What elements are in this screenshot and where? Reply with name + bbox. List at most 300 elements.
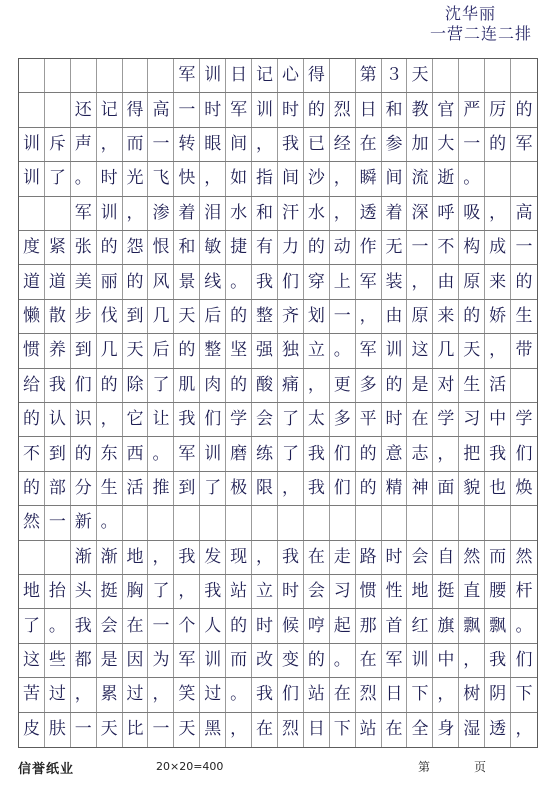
- grid-cell: 记: [252, 59, 278, 92]
- grid-cell: 的: [304, 231, 330, 264]
- grid-cell: 和: [174, 231, 200, 264]
- grid-cell: [511, 59, 537, 92]
- grid-cell: 整: [252, 300, 278, 333]
- grid-cell: 透: [356, 197, 382, 230]
- grid-cell: 那: [356, 609, 382, 642]
- grid-cell: 逝: [433, 162, 459, 195]
- grid-cell: 一: [330, 300, 356, 333]
- grid-cell: ，: [97, 403, 123, 436]
- grid-cell: 天: [123, 334, 149, 367]
- grid-cell: 无: [382, 231, 408, 264]
- grid-cell: 。: [148, 437, 174, 470]
- grid-cell: 的: [356, 437, 382, 470]
- grid-cell: 神: [407, 472, 433, 505]
- grid-cell: 一: [148, 609, 174, 642]
- grid-cell: 对: [433, 369, 459, 402]
- grid-cell: 我: [200, 575, 226, 608]
- grid-cell: 自: [433, 541, 459, 574]
- grid-cell: 它: [123, 403, 149, 436]
- grid-cell: ，: [123, 197, 149, 230]
- grid-cell: 下: [515, 684, 533, 705]
- grid-cell: 训: [19, 128, 45, 161]
- grid-cell: ，: [407, 265, 433, 298]
- grid-cell: 立: [304, 334, 330, 367]
- grid-cell: 除: [123, 369, 149, 402]
- grid-cell: 限: [252, 472, 278, 505]
- grid-cell: [19, 93, 45, 126]
- grid-cell: 识: [71, 403, 97, 436]
- grid-cell: 美: [71, 265, 97, 298]
- grid-cell: 齐: [278, 300, 304, 333]
- grid-cell: [19, 59, 45, 92]
- grid-cell: [407, 506, 433, 539]
- grid-cell: 训: [200, 644, 226, 677]
- grid-cell: 烈: [330, 93, 356, 126]
- grid-cell: 来: [485, 265, 511, 298]
- grid-cell: 了: [45, 162, 71, 195]
- grid-cell: 肌: [174, 369, 200, 402]
- grid-cell: 线: [200, 265, 226, 298]
- grid-cell: 们: [515, 443, 533, 464]
- grid-cell: 变: [278, 644, 304, 677]
- grid-cell: 风: [148, 265, 174, 298]
- grid-cell: 一: [515, 237, 533, 258]
- grid-cell: 得: [123, 93, 149, 126]
- grid-cell: 的: [356, 472, 382, 505]
- grid-cell: ，: [148, 541, 174, 574]
- grid-cell: 时: [252, 609, 278, 642]
- grid-cell: 在: [304, 541, 330, 574]
- grid-row: [19, 609, 537, 643]
- grid-cell: 训: [19, 162, 45, 195]
- grid-cell: 学: [433, 403, 459, 436]
- grid-cell: 军: [174, 437, 200, 470]
- grid-cell: 的: [485, 128, 511, 161]
- grid-cell: 生: [515, 305, 533, 326]
- grid-cell: 烈: [356, 678, 382, 711]
- grid-row: [19, 437, 537, 471]
- grid-cell: 捷: [226, 231, 252, 264]
- grid-cell: 红: [407, 609, 433, 642]
- grid-cell: 流: [407, 162, 433, 195]
- grid-cell: 汗: [278, 197, 304, 230]
- grid-cell: 首: [382, 609, 408, 642]
- grid-cell: 军: [71, 197, 97, 230]
- student-signature: [430, 4, 532, 44]
- grid-row: [19, 506, 537, 540]
- paper-footer: [18, 756, 538, 780]
- grid-cell: 日: [382, 678, 408, 711]
- grid-cell: 训: [200, 59, 226, 92]
- grid-cell: 我: [485, 644, 511, 677]
- grid-cell: 起: [330, 609, 356, 642]
- grid-cell: 皮: [19, 713, 45, 747]
- grid-cell: 作: [356, 231, 382, 264]
- grid-cell: 肉: [200, 369, 226, 402]
- grid-cell: 时: [278, 575, 304, 608]
- grid-cell: 记: [97, 93, 123, 126]
- grid-cell: 挺: [433, 575, 459, 608]
- grid-cell: 一: [45, 506, 71, 539]
- grid-cell: 到: [174, 472, 200, 505]
- grid-cell: 军: [226, 93, 252, 126]
- grid-cell: [45, 59, 71, 92]
- grid-cell: 指: [252, 162, 278, 195]
- grid-row: [19, 713, 537, 747]
- grid-cell: [19, 541, 45, 574]
- grid-cell: 一: [71, 713, 97, 747]
- grid-cell: 第: [356, 59, 382, 92]
- grid-cell: 痛: [278, 369, 304, 402]
- grid-cell: 这: [407, 334, 433, 367]
- grid-cell: 天: [97, 713, 123, 747]
- grid-cell: 渗: [148, 197, 174, 230]
- grid-cell: 练: [252, 437, 278, 470]
- grid-cell: 飘: [459, 609, 485, 642]
- grid-cell: 习: [459, 403, 485, 436]
- grid-cell: 和: [252, 197, 278, 230]
- grid-cell: 们: [71, 369, 97, 402]
- grid-cell: 天: [174, 300, 200, 333]
- grid-cell: 一: [148, 713, 174, 747]
- grid-cell: 生: [97, 472, 123, 505]
- grid-cell: 眼: [200, 128, 226, 161]
- grid-cell: [485, 59, 511, 92]
- grid-cell: 穿: [304, 265, 330, 298]
- grid-cell: 们: [330, 437, 356, 470]
- grid-cell: [123, 59, 149, 92]
- grid-cell: 天: [174, 713, 200, 747]
- grid-cell: [330, 59, 356, 92]
- grid-cell: 到: [71, 334, 97, 367]
- grid-cell: [252, 506, 278, 539]
- grid-cell: 我: [304, 472, 330, 505]
- grid-cell: 西: [123, 437, 149, 470]
- grid-cell: ，: [226, 713, 252, 747]
- grid-cell: ，: [174, 575, 200, 608]
- grid-cell: 肤: [45, 713, 71, 747]
- grid-cell: 道: [45, 265, 71, 298]
- grid-cell: 苦: [19, 678, 45, 711]
- grid-cell: ，: [330, 162, 356, 195]
- grid-cell: 活: [485, 369, 511, 402]
- grid-cell: 把: [459, 437, 485, 470]
- grid-cell: 精: [382, 472, 408, 505]
- grid-cell: 全: [407, 713, 433, 747]
- grid-cell: 时: [382, 403, 408, 436]
- grid-cell: 我: [252, 265, 278, 298]
- grid-cell: [382, 506, 408, 539]
- grid-cell: 的: [304, 644, 330, 677]
- grid-row: [19, 93, 537, 127]
- grid-spec: 20×20=400: [156, 760, 224, 773]
- grid-cell: 带: [515, 340, 533, 361]
- grid-cell: 上: [330, 265, 356, 298]
- grid-cell: 候: [278, 609, 304, 642]
- grid-cell: 快: [174, 162, 200, 195]
- grid-cell: 。: [459, 162, 485, 195]
- grid-cell: 军: [356, 334, 382, 367]
- grid-cell: 磨: [226, 437, 252, 470]
- grid-cell: 构: [459, 231, 485, 264]
- grid-cell: 多: [330, 403, 356, 436]
- grid-cell: 成: [485, 231, 511, 264]
- grid-cell: ，: [252, 541, 278, 574]
- grid-cell: 新: [71, 506, 97, 539]
- grid-cell: 走: [330, 541, 356, 574]
- grid-cell: 几: [148, 300, 174, 333]
- grid-cell: 飘: [485, 609, 511, 642]
- grid-cell: 的: [97, 231, 123, 264]
- grid-cell: 都: [71, 644, 97, 677]
- grid-cell: 整: [200, 334, 226, 367]
- grid-cell: 时: [278, 93, 304, 126]
- page-label-right: 页: [474, 760, 487, 774]
- grid-cell: 我: [71, 609, 97, 642]
- grid-cell: [433, 59, 459, 92]
- grid-cell: 在: [123, 609, 149, 642]
- grid-cell: 人: [200, 609, 226, 642]
- grid-cell: 严: [459, 93, 485, 126]
- grid-row: [19, 300, 537, 334]
- grid-cell: 比: [123, 713, 149, 747]
- grid-cell: ３: [382, 59, 408, 92]
- grid-cell: 一: [148, 128, 174, 161]
- grid-cell: 因: [123, 644, 149, 677]
- grid-cell: [433, 506, 459, 539]
- grid-cell: 让: [148, 403, 174, 436]
- grid-cell: 酸: [252, 369, 278, 402]
- grid-cell: 习: [330, 575, 356, 608]
- grid-cell: ，: [459, 644, 485, 677]
- grid-cell: 的: [304, 93, 330, 126]
- grid-cell: 瞬: [356, 162, 382, 195]
- grid-cell: 在: [407, 403, 433, 436]
- grid-cell: 生: [459, 369, 485, 402]
- grid-cell: 意: [382, 437, 408, 470]
- grid-cell: 改: [252, 644, 278, 677]
- grid-cell: 过: [200, 678, 226, 711]
- grid-cell: 们: [278, 265, 304, 298]
- grid-cell: 路: [356, 541, 382, 574]
- grid-cell: 些: [45, 644, 71, 677]
- grid-cell: 经: [330, 128, 356, 161]
- grid-cell: 恨: [148, 231, 174, 264]
- grid-cell: 坚: [226, 334, 252, 367]
- grid-cell: ，: [485, 197, 511, 230]
- grid-cell: 呼: [433, 197, 459, 230]
- grid-cell: 光: [123, 162, 149, 195]
- grid-cell: 在: [382, 713, 408, 747]
- grid-cell: 不: [433, 231, 459, 264]
- grid-cell: 后: [148, 334, 174, 367]
- grid-cell: [148, 59, 174, 92]
- grid-cell: 会: [407, 541, 433, 574]
- grid-cell: 军: [356, 265, 382, 298]
- grid-cell: 装: [382, 265, 408, 298]
- grid-cell: [511, 162, 537, 195]
- grid-cell: 日: [226, 59, 252, 92]
- grid-cell: 现: [226, 541, 252, 574]
- grid-cell: 是: [97, 644, 123, 677]
- grid-cell: 志: [407, 437, 433, 470]
- grid-cell: 着: [174, 197, 200, 230]
- grid-cell: 中: [433, 644, 459, 677]
- grid-cell: 学: [515, 409, 533, 430]
- grid-cell: 动: [330, 231, 356, 264]
- grid-cell: [278, 506, 304, 539]
- page-label-left: 第: [418, 760, 431, 774]
- grid-cell: 的: [226, 369, 252, 402]
- grid-cell: 认: [45, 403, 71, 436]
- grid-cell: 。: [515, 615, 533, 636]
- grid-cell: ，: [433, 678, 459, 711]
- grid-cell: 立: [252, 575, 278, 608]
- grid-row: [19, 59, 537, 93]
- grid-cell: 几: [97, 334, 123, 367]
- grid-cell: 为: [148, 644, 174, 677]
- grid-cell: 而: [226, 644, 252, 677]
- grid-cell: 透: [485, 713, 511, 747]
- grid-cell: 原: [407, 300, 433, 333]
- grid-cell: 更: [330, 369, 356, 402]
- grid-cell: 们: [278, 678, 304, 711]
- grid-cell: 军: [174, 644, 200, 677]
- grid-cell: 在: [356, 128, 382, 161]
- grid-cell: 多: [356, 369, 382, 402]
- grid-cell: [330, 506, 356, 539]
- grid-cell: [97, 59, 123, 92]
- grid-cell: 大: [433, 128, 459, 161]
- grid-cell: 一: [459, 128, 485, 161]
- grid-row: [19, 575, 537, 609]
- grid-cell: 的: [515, 99, 533, 120]
- grid-cell: 训: [382, 334, 408, 367]
- grid-cell: 我: [278, 541, 304, 574]
- grid-cell: 懒: [19, 300, 45, 333]
- grid-cell: 胸: [123, 575, 149, 608]
- grid-cell: 如: [226, 162, 252, 195]
- grid-cell: 头: [71, 575, 97, 608]
- grid-cell: 由: [382, 300, 408, 333]
- grid-cell: 惯: [356, 575, 382, 608]
- grid-cell: 下: [407, 678, 433, 711]
- grid-cell: 加: [407, 128, 433, 161]
- grid-cell: 到: [123, 300, 149, 333]
- grid-cell: 东: [97, 437, 123, 470]
- grid-cell: 站: [304, 678, 330, 711]
- grid-cell: 的: [19, 472, 45, 505]
- grid-cell: 景: [174, 265, 200, 298]
- grid-cell: [511, 369, 537, 402]
- grid-cell: 来: [433, 300, 459, 333]
- grid-cell: ，: [485, 334, 511, 367]
- grid-cell: 平: [356, 403, 382, 436]
- writing-grid: [19, 59, 537, 747]
- grid-cell: [226, 506, 252, 539]
- grid-cell: 的: [226, 300, 252, 333]
- grid-cell: 哼: [304, 609, 330, 642]
- paper-brand: 信誉纸业: [18, 762, 75, 777]
- grid-cell: 时: [382, 541, 408, 574]
- grid-cell: 然: [19, 506, 45, 539]
- grid-cell: 水: [304, 197, 330, 230]
- grid-cell: 一: [174, 93, 200, 126]
- grid-cell: 的: [123, 265, 149, 298]
- grid-cell: 高: [515, 202, 533, 223]
- grid-cell: 直: [459, 575, 485, 608]
- grid-cell: [200, 506, 226, 539]
- grid-cell: 笑: [174, 678, 200, 711]
- grid-cell: ，: [433, 437, 459, 470]
- grid-cell: 极: [226, 472, 252, 505]
- grid-cell: 站: [226, 575, 252, 608]
- grid-cell: 们: [515, 649, 533, 670]
- grid-cell: 步: [71, 300, 97, 333]
- grid-cell: ，: [330, 197, 356, 230]
- grid-cell: 我: [174, 403, 200, 436]
- grid-cell: 得: [304, 59, 330, 92]
- grid-cell: 时: [97, 162, 123, 195]
- grid-row: [19, 231, 537, 265]
- grid-row: [19, 541, 537, 575]
- grid-cell: 。: [330, 644, 356, 677]
- grid-cell: 深: [407, 197, 433, 230]
- grid-cell: 。: [330, 334, 356, 367]
- grid-cell: 怨: [123, 231, 149, 264]
- grid-cell: 然: [515, 546, 533, 567]
- grid-cell: ，: [148, 678, 174, 711]
- grid-cell: 丽: [97, 265, 123, 298]
- grid-cell: 训: [407, 644, 433, 677]
- grid-cell: 。: [71, 162, 97, 195]
- grid-cell: 活: [123, 472, 149, 505]
- grid-row: [19, 403, 537, 437]
- grid-cell: [459, 59, 485, 92]
- grid-cell: 力: [278, 231, 304, 264]
- grid-cell: 而: [485, 541, 511, 574]
- grid-cell: [71, 59, 97, 92]
- grid-cell: 树: [459, 678, 485, 711]
- grid-cell: 道: [19, 265, 45, 298]
- grid-cell: 训: [97, 197, 123, 230]
- grid-cell: 伐: [97, 300, 123, 333]
- grid-cell: [356, 506, 382, 539]
- grid-row: [19, 472, 537, 506]
- grid-cell: [123, 506, 149, 539]
- grid-cell: 渐: [97, 541, 123, 574]
- grid-cell: 学: [226, 403, 252, 436]
- grid-cell: 而: [123, 128, 149, 161]
- grid-cell: 黑: [200, 713, 226, 747]
- grid-cell: 军: [174, 59, 200, 92]
- grid-cell: 们: [200, 403, 226, 436]
- grid-cell: 间: [226, 128, 252, 161]
- grid-cell: 会: [304, 575, 330, 608]
- grid-cell: 强: [252, 334, 278, 367]
- grid-cell: 太: [304, 403, 330, 436]
- grid-cell: 的: [174, 334, 200, 367]
- student-unit: 一营二连二排: [429, 24, 532, 43]
- grid-cell: [148, 506, 174, 539]
- grid-cell: 部: [45, 472, 71, 505]
- grid-cell: 日: [356, 93, 382, 126]
- grid-cell: [459, 506, 485, 539]
- grid-cell: 散: [45, 300, 71, 333]
- grid-cell: 我: [278, 128, 304, 161]
- grid-cell: 天: [459, 334, 485, 367]
- grid-cell: 声: [71, 128, 97, 161]
